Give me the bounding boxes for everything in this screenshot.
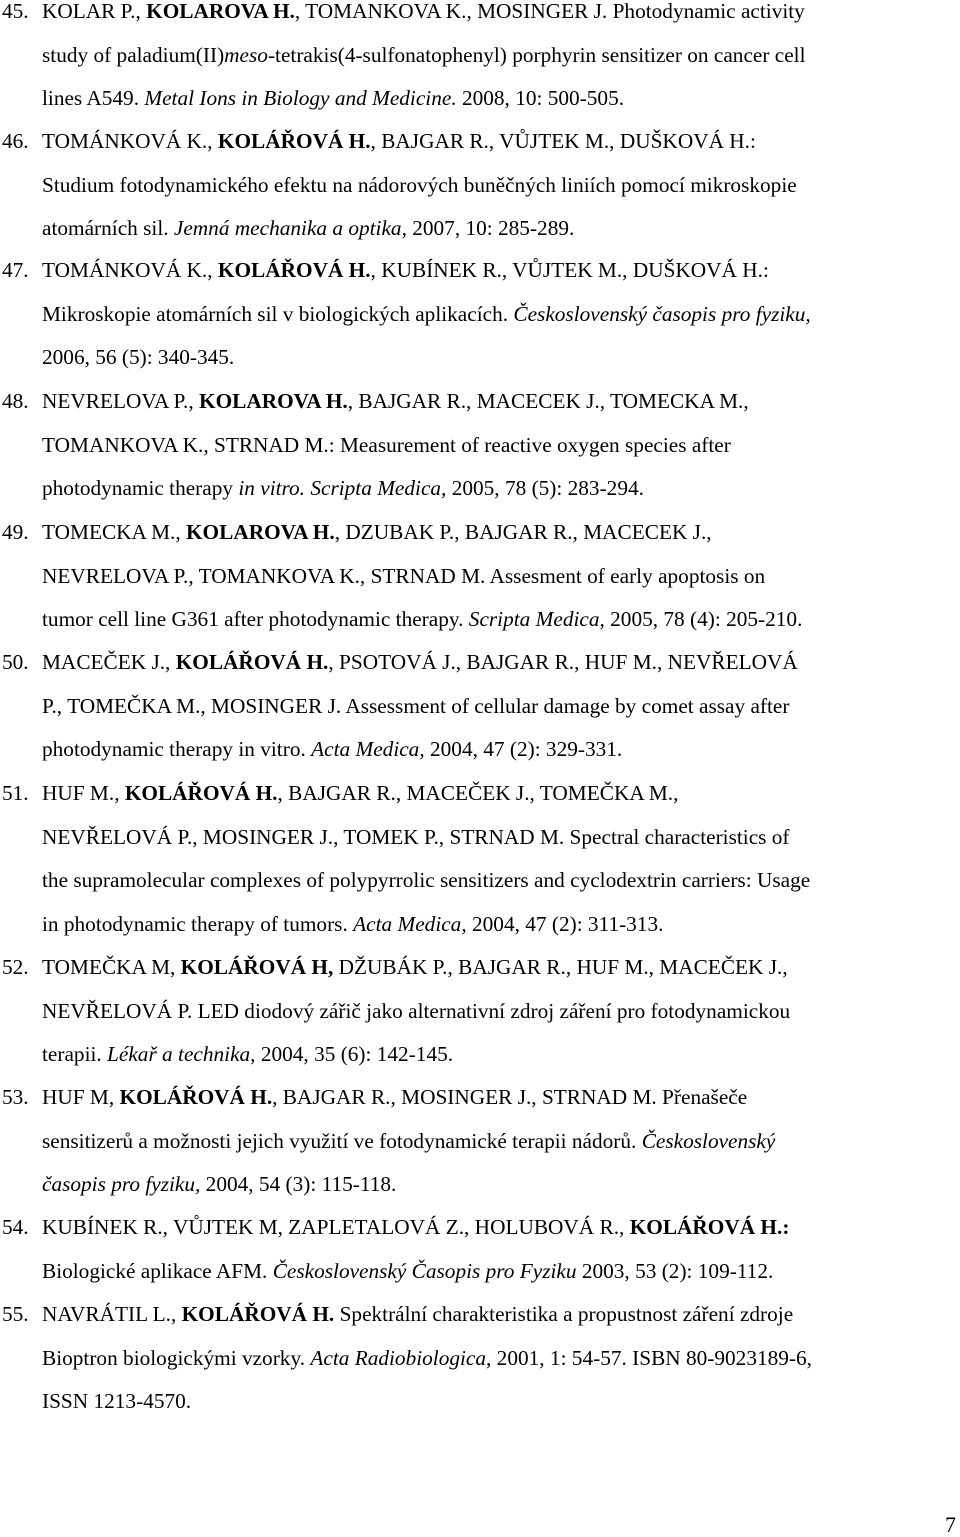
reference-text <box>42 1076 956 1207</box>
reference-number: 45. <box>2 0 29 23</box>
reference-number: 53. <box>2 1085 29 1109</box>
reference-line: MACEČEK J., KOLÁŘOVÁ H., PSOTOVÁ J., BAJGAR R., HUF M., NEVŘELOVÁ <box>42 650 798 674</box>
reference-number: 51. <box>2 781 29 805</box>
reference-line: 2006, 56 (5): 340-345. <box>42 345 235 370</box>
reference-text <box>42 1293 956 1424</box>
reference-line: KUBÍNEK R., VŮJTEK M, ZAPLETALOVÁ Z., HOLUBOVÁ R., KOLÁŘOVÁ H.: <box>42 1215 790 1239</box>
reference-line: HUF M, KOLÁŘOVÁ H., BAJGAR R., MOSINGER J., STRNAD M. Přenašeče <box>42 1085 748 1109</box>
reference-line: NAVRÁTIL L., KOLÁŘOVÁ H. Spektrální charakteristika a propustnost záření zdroje <box>42 1302 794 1326</box>
reference-line: NEVRELOVA P., TOMANKOVA K., STRNAD M. Assesment of early apoptosis on <box>42 563 766 588</box>
reference-number: 55. <box>2 1302 29 1326</box>
reference-line: in photodynamic therapy of tumors. Acta Medica, 2004, 47 (2): 311-313. <box>42 911 664 936</box>
reference-line: TOMÁNKOVÁ K., KOLÁŘOVÁ H., BAJGAR R., VŮJTEK M., DUŠKOVÁ H.: <box>42 129 756 153</box>
reference-text <box>42 1206 956 1293</box>
reference-line: the supramolecular complexes of polypyrrolic sensitizers and cyclodextrin carriers: Usage <box>42 868 811 893</box>
reference-line: NEVRELOVA P., KOLAROVA H., BAJGAR R., MACECEK J., TOMECKA M., <box>42 389 749 413</box>
reference-text <box>42 380 956 511</box>
reference-line: photodynamic therapy in vitro. Acta Medica, 2004, 47 (2): 329-331. <box>42 737 623 762</box>
page-number: 7 <box>945 1512 956 1537</box>
reference-line: sensitizerů a možnosti jejich využití ve fotodynamické terapii nádorů. Československý <box>42 1128 776 1153</box>
reference-line: TOMANKOVA K., STRNAD M.: Measurement of reactive oxygen species after <box>42 432 731 457</box>
reference-text <box>42 249 956 380</box>
reference-number: 47. <box>2 258 29 282</box>
reference-line: Studium fotodynamického efektu na nádorových buněčných liniích pomocí mikroskopie <box>42 172 797 197</box>
reference-line: časopis pro fyziku, 2004, 54 (3): 115-118. <box>42 1172 397 1197</box>
reference-text <box>42 511 956 642</box>
reference-line: Biologické aplikace AFM. Československý Časopis pro Fyziku 2003, 53 (2): 109-112. <box>42 1258 774 1283</box>
reference-line: Mikroskopie atomárních sil v biologických aplikacích. Československý časopis pro fyziku, <box>42 301 811 326</box>
reference-text <box>42 120 956 251</box>
reference-line: terapii. Lékař a technika, 2004, 35 (6): 142-145. <box>42 1042 454 1067</box>
reference-number: 49. <box>2 520 29 544</box>
reference-number: 48. <box>2 389 29 413</box>
reference-line: atomárních sil. Jemná mechanika a optika, 2007, 10: 285-289. <box>42 216 575 241</box>
reference-line: study of paladium(II)meso-tetrakis(4-sulfonatophenyl) porphyrin sensitizer on cancer cell <box>42 42 806 67</box>
reference-line: lines A549. Metal Ions in Biology and Medicine. 2008, 10: 500-505. <box>42 86 625 111</box>
reference-line: Bioptron biologickými vzorky. Acta Radiobiologica, 2001, 1: 54-57. ISBN 80-9023189-6, <box>42 1345 812 1370</box>
reference-line: NEVŘELOVÁ P., MOSINGER J., TOMEK P., STRNAD M. Spectral characteristics of <box>42 824 790 849</box>
reference-line: tumor cell line G361 after photodynamic therapy. Scripta Medica, 2005, 78 (4): 205-210. <box>42 607 803 632</box>
reference-line: KOLAR P., KOLAROVA H., TOMANKOVA K., MOSINGER J. Photodynamic activity <box>42 0 805 23</box>
reference-text <box>42 772 956 946</box>
reference-line: NEVŘELOVÁ P. LED diodový zářič jako alternativní zdroj záření pro fotodynamickou <box>42 998 791 1023</box>
reference-line: P., TOMEČKA M., MOSINGER J. Assessment of cellular damage by comet assay after <box>42 693 790 718</box>
reference-text <box>42 641 956 772</box>
reference-line: TOMÁNKOVÁ K., KOLÁŘOVÁ H., KUBÍNEK R., VŮJTEK M., DUŠKOVÁ H.: <box>42 258 769 282</box>
reference-number: 46. <box>2 129 29 153</box>
reference-text <box>42 946 956 1077</box>
reference-number: 50. <box>2 650 29 674</box>
reference-line: TOMEČKA M, KOLÁŘOVÁ H, DŽUBÁK P., BAJGAR R., HUF M., MACEČEK J., <box>42 955 788 979</box>
reference-line: TOMECKA M., KOLAROVA H., DZUBAK P., BAJGAR R., MACECEK J., <box>42 520 712 544</box>
reference-number: 52. <box>2 955 29 979</box>
reference-text <box>42 0 956 121</box>
reference-line: HUF M., KOLÁŘOVÁ H., BAJGAR R., MACEČEK J., TOMEČKA M., <box>42 781 679 805</box>
reference-number: 54. <box>2 1215 29 1239</box>
reference-line: photodynamic therapy in vitro. Scripta Medica, 2005, 78 (5): 283-294. <box>42 476 644 501</box>
reference-line: ISSN 1213-4570. <box>42 1389 192 1414</box>
